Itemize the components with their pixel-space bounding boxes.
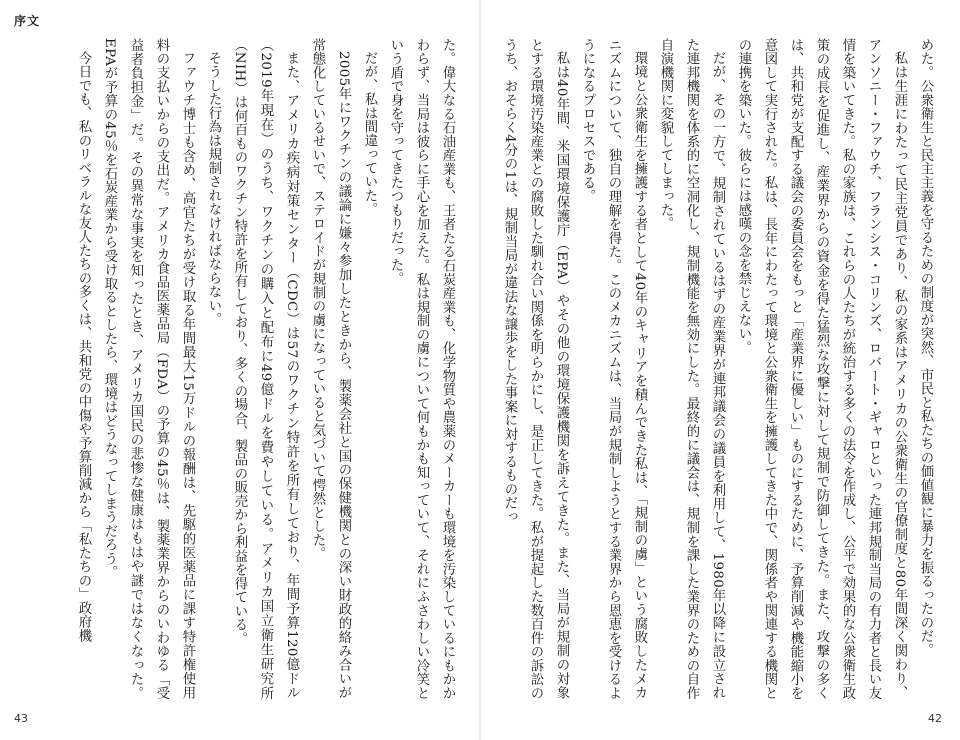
paragraph: だが、その一方で、規制されているはずの産業界が連邦議会の議員を利用して、1980年以降に設立された連邦機関を体系的に空洞化し、規制機能を無効にした。最終的に議会は、規制を課した業界のための自作自演機関に変貌してしまった。 [658, 38, 725, 700]
left-page-text [40, 38, 460, 700]
right-page-text [502, 38, 938, 700]
left-page [40, 38, 460, 700]
paragraph: だが、私は間違っていた。 [362, 51, 377, 217]
paragraph: 私は生涯にわたって民主党員であり、私の家系はアメリカの公衆衛生の官僚制度と80年間深く関わり、アンソニー・ファウチ、フランシス・コリンズ、ロバート・ギャロといった連邦規制当局の有力者と長い友情を築いてきた。私の家族は、これらの人たちが統治する多くの法令を作成し、公平で効果的な公衆衛生政策の成長を促進し、産業界からの資金を得た猛烈な攻撃に対して規制で防御してきた。また、攻撃の多くは、共和党が支配する議会の委員会をもっと「産業界に優しい」ものにするために、予算削減や機能縮小を意図して実行された。私は、長年にわたって環境と公衆衛生を擁護してきた中で、関係者や関連する機関との連携を築いた。彼らには感嘆の念を禁じえない。 [736, 38, 907, 700]
chapter-header: 序文 [14, 14, 41, 28]
paragraph: 環境と公衆衛生を擁護する者として40年のキャリアを積んできた私は、「規制の虜」という腐敗したメカニズムについて、独自の理解を得た。このメカニズムは、当局が規制しようとする業界から恩恵を受けるようになるプロセスである。 [580, 38, 647, 700]
right-page [502, 38, 938, 700]
paragraph: 今日でも、私のリベラルな友人たちの多くは、共和党の中傷や予算削減から「私たちの」政府機 [76, 51, 91, 643]
page-gutter [479, 0, 481, 740]
paragraph: めた。公衆衛生と民主主義を守るための制度が突然、市民と私たちの価値観に暴力を振るったのだ。 [918, 38, 933, 657]
paragraph: また、アメリカ疾病対策センター（CDC）は57のワクチン特許を所有しており、年間予算120億ドル（2019年現在）のうち、ワクチンの購入と配布に49億ドルを費やしている。アメリカ国立衛生研究所（NIH）は何百ものワクチン特許を所有しており、多くの場合、製品の販売から利益を得ている。 [232, 38, 299, 700]
paragraph: 私は40年間、米国環境保護庁（EPA）やその他の環境保護機関を訴えてきた。また、当局が規制の対象とする環境汚染産業との腐敗した馴れ合い関係を明らかにし、是正してきた。私が提起した数百件の訴訟のうち、おそらく4分の1は、規制当局が違法な譲歩をした事案に対するものだっ [502, 38, 569, 700]
paragraph: た。偉大なる石油産業も、王者たる石炭産業も、化学物質や農薬のメーカーも環境を汚染しているにもかかわらず、当局は彼らに手心を加えた。私は規制の虜について何もかも知っていて、それにふさわしい冷笑という盾で身を守ってきたつもりだった。 [388, 38, 455, 700]
paragraph: 2005年にワクチンの議論に嫌々参加したときから、製薬会社と国の保健機関との深い財政的絡み合いが常態化しているせいで、ステロイドが規制の虜になっていると気づいて愕然とした。 [310, 38, 351, 700]
page-number-right: 42 [928, 712, 942, 725]
paragraph: そうした行為は規制されなければならない。 [206, 51, 221, 327]
paragraph: ファウチ博士も含め、高官たちが受け取る年間最大15万ドルの報酬は、先駆的医薬品に課す特許権使用料の支払いからの支出だ。アメリカ食品医薬品局（FDA）の予算の45％は、製薬業界からのいわゆる「受益者負担金」だ。その異常な事実を知ったとき、アメリカ国民の悲惨な健康はもはや謎ではなくなった。EPAが予算の45％を石炭産業から受け取るとしたら、環境はどうなってしまうだろう。 [102, 38, 195, 700]
page-number-left: 43 [14, 712, 28, 725]
